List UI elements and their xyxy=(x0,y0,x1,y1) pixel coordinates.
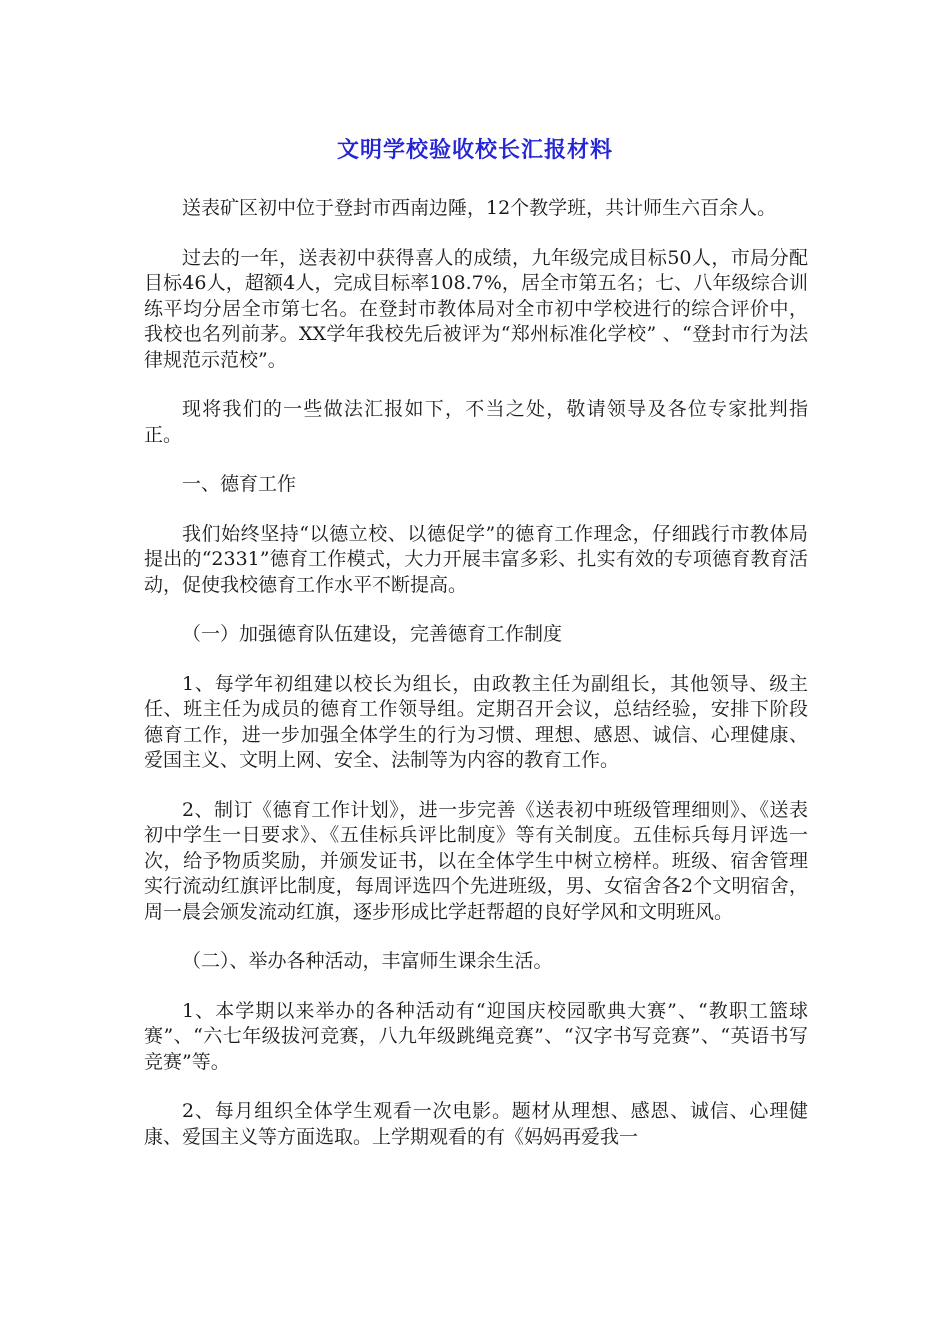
document-body xyxy=(144,196,808,1174)
document-title: 文明学校验收校长汇报材料 xyxy=(336,138,613,163)
paragraph-movies: 2、每月组织全体学生观看一次电影。题材从理想、感恩、诚信、心理健康、爱国主义等方面选取。上学期观看的有《妈妈再爱我一 xyxy=(144,1100,808,1148)
section-heading-moral-education: 一、德育工作 xyxy=(182,473,297,495)
paragraph-work-plan: 2、制订《德育工作计划》，进一步完善《送表初中班级管理细则》、《送表初中学生一日要求》、《五佳标兵评比制度》等有关制度。五佳标兵每月评选一次，给予物质奖励，并颁发证书，以在全体学生中树立榜样。班级、宿舍管理实行流动红旗评比制度，每周评选四个先进班级，男、女宿舍各2个文明宿舍，周一晨会颁发流动红旗，逐步形成比学赶帮超的良好学风和文明班风。 xyxy=(144,798,808,923)
paragraph-moral-philosophy: 我们始终坚持“以德立校、以德促学”的德育工作理念，仔细践行市教体局提出的“2331”德育工作模式，大力开展丰富多彩、扎实有效的专项德育教育活动，促使我校德育工作水平不断提高。 xyxy=(144,522,808,596)
paragraph-leadership-group: 1、每学年初组建以校长为组长，由政教主任为副组长，其他领导、级主任、班主任为成员的德育工作领导组。定期召开会议，总结经验，安排下阶段德育工作，进一步加强全体学生的行为习惯、理想、感恩、诚信、心理健康、爱国主义、文明上网、安全、法制等为内容的教育工作。 xyxy=(144,672,808,771)
paragraph-report-intro: 现将我们的一些做法汇报如下，不当之处，敬请领导及各位专家批判指正。 xyxy=(144,398,808,446)
paragraph-intro: 送表矿区初中位于登封市西南边陲，12个教学班，共计师生六百余人。 xyxy=(182,197,777,219)
subsection-heading-team-building: （一）加强德育队伍建设，完善德育工作制度 xyxy=(182,623,563,645)
paragraph-achievements: 过去的一年，送表初中获得喜人的成绩，九年级完成目标50人，市局分配目标46人，超额4人，完成目标率108.7%，居全市第五名；七、八年级综合训练平均分居全市第七名。在登封市教体局对全市初中学校进行的综合评价中，我校也名列前茅。XX学年我校先后被评为“郑州标准化学校” 、“登封市行为法律规范示范校”。 xyxy=(144,246,808,371)
paragraph-activities-list: 1、本学期以来举办的各种活动有“迎国庆校园歌典大赛”、“教职工篮球赛”、“六七年级拔河竞赛，八九年级跳绳竞赛”、“汉字书写竞赛”、“英语书写竞赛”等。 xyxy=(144,999,808,1073)
subsection-heading-activities: （二）、举办各种活动，丰富师生课余生活。 xyxy=(182,950,553,972)
